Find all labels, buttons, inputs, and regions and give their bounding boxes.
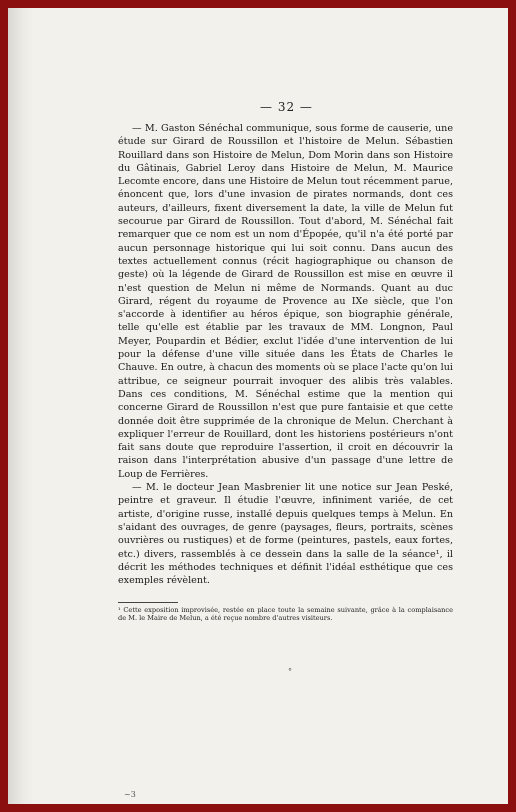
body-text <box>118 122 453 587</box>
bottom-mark: ~3 <box>124 790 136 799</box>
paragraph-masbrenier: — M. le docteur Jean Masbrenier lit une notice sur Jean Peské, peintre et graveur. Il étudie l'œuvre, infiniment variée, de cet artiste, d'origine russe, installé depuis quelques temps à Melun. En s'aidant des ouvrages, de genre (paysages, fleurs, portraits, scènes ouvrières ou rustiques) et de forme (peintures, pastels, eaux fortes, etc.) divers, rassemblés à ce dessein dans la salle de la séance¹, il décrit les méthodes techniques et définit l'idéal esthétique que ces exemples révèlent. <box>118 482 453 587</box>
footnote-text: ¹ Cette exposition improvisée, restée en place toute la semaine suivante, grâce à la complaisance de M. le Maire de Melun, a été reçue nombre d'autres visiteurs. <box>118 606 453 623</box>
footnote-separator <box>118 602 178 603</box>
page-number: — 32 — <box>260 100 313 114</box>
stray-mark: ° <box>288 667 292 676</box>
footnote <box>118 606 453 623</box>
binding-edge <box>8 8 34 804</box>
paragraph-senechal: — M. Gaston Sénéchal communique, sous forme de causerie, une étude sur Girard de Roussillon et l'histoire de Melun. Sébastien Rouillard dans son Histoire de Melun, Dom Morin dans son Histoire du Gâtinais, Gabriel Leroy dans Histoire de Melun, M. Maurice Lecomte encore, dans une Histoire de Melun tout récemment parue, énoncent que, lors d'une invasion de pirates normands, dont ces auteurs, d'ailleurs, fixent diversement la date, la ville de Melun fut secourue par Girard de Roussillon. Tout d'abord, M. Sénéchal fait remarquer que ce nom est un nom d'Épopée, qu'il n'a été porté par aucun personnage historique qui lui soit connu. Dans aucun des textes actuellement connus (récit hagiographique ou chanson de geste) où la légende de Girard de Roussillon est mise en œuvre il n'est question de Melun ni même de Normands. Quant au duc Girard, régent du royaume de Provence au IXe siècle, que l'on s'accorde à identifier au héros épique, son biographie générale, telle qu'elle est établie par les travaux de MM. Longnon, Paul Meyer, Poupardin et Bédier, exclut l'idée d'une intervention de lui pour la défense d'une ville située dans les États de Charles le Chauve. En outre, à chacun des moments où se place l'acte qu'on lui attribue, ce seigneur pourrait invoquer des alibis très valables. Dans ces conditions, M. Sénéchal estime que la mention qui concerne Girard de Roussillon n'est que pure fantaisie et que cette donnée doit être supprimée de la chronique de Melun. Cherchant à expliquer l'erreur de Rouillard, dont les historiens postérieurs n'ont fait sans doute que reproduire l'assertion, il croit en découvrir la raison dans l'interprétation abusive d'un passage d'une lettre de Loup de Ferrières. <box>118 123 453 480</box>
